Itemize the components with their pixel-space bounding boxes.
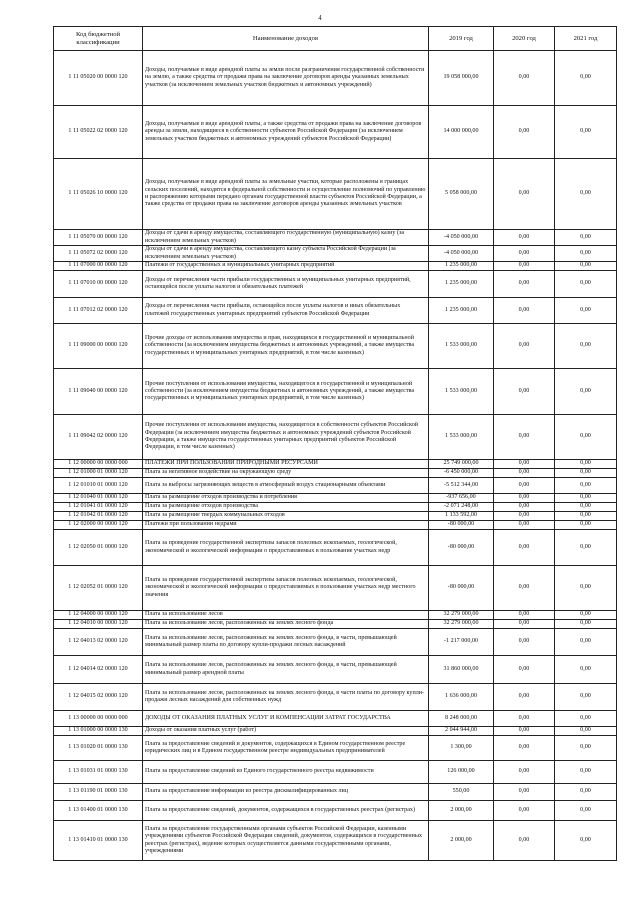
name-cell: Плата за выбросы загрязняющих веществ в атмосферный воздух стационарными объектами	[143, 478, 429, 494]
table-row	[54, 324, 617, 369]
revenue-table	[53, 26, 617, 861]
value-2020-cell: 0,00	[494, 469, 555, 478]
table-row	[54, 611, 617, 620]
value-2021-cell: 0,00	[555, 262, 617, 271]
code-cell: 1 13 01400 01 0000 130	[54, 801, 143, 821]
code-cell: 1 11 05070 00 0000 120	[54, 230, 143, 246]
table-row	[54, 494, 617, 503]
value-2019-cell: 2 000,00	[429, 801, 494, 821]
code-cell: 1 12 04014 02 0000 120	[54, 656, 143, 684]
value-2020-cell: 0,00	[494, 369, 555, 415]
value-2019-cell: 1 533 000,00	[429, 369, 494, 415]
header-2021: 2021 год	[555, 27, 617, 51]
value-2019-cell: -80 000,00	[429, 530, 494, 566]
value-2021-cell: 0,00	[555, 784, 617, 801]
value-2021-cell: 0,00	[555, 801, 617, 821]
name-cell: ДОХОДЫ ОТ ОКАЗАНИЯ ПЛАТНЫХ УСЛУГ И КОМПЕНСАЦИИ ЗАТРАТ ГОСУДАРСТВА	[143, 711, 429, 727]
value-2020-cell: 0,00	[494, 230, 555, 246]
value-2020-cell: 0,00	[494, 656, 555, 684]
value-2019-cell: -6 450 000,00	[429, 469, 494, 478]
value-2019-cell: -80 000,00	[429, 521, 494, 530]
name-cell: Платежи при пользовании недрами	[143, 521, 429, 530]
table-row	[54, 801, 617, 821]
code-cell: 1 11 09040 00 0000 120	[54, 369, 143, 415]
name-cell: Доходы от сдачи в аренду имущества, составляющего государственную (муниципальную) казну (за исключением земельных участков)	[143, 230, 429, 246]
name-cell: Доходы, получаемые в виде арендной платы, а также средства от продажи права на заключение договоров аренды за земли, находящиеся в собственности субъектов Российской Федерации (за исключением земельных участков бюджетных и автономных учреждений субъектов Российской Федерации)	[143, 106, 429, 159]
value-2020-cell: 0,00	[494, 478, 555, 494]
code-cell: 1 13 01000 00 0000 130	[54, 727, 143, 736]
table-row	[54, 512, 617, 521]
table-row	[54, 736, 617, 761]
value-2020-cell: 0,00	[494, 566, 555, 611]
name-cell: Плата за проведение государственной экспертизы запасов полезных ископаемых, геологической, экономической и экологической информации о предоставляемых в пользование участках недр местного значения	[143, 566, 429, 611]
table-row	[54, 684, 617, 711]
name-cell: Доходы от оказания платных услуг (работ)	[143, 727, 429, 736]
name-cell: Плата за размещение твердых коммунальных отходов	[143, 512, 429, 521]
value-2019-cell: -4 050 000,00	[429, 230, 494, 246]
value-2020-cell: 0,00	[494, 512, 555, 521]
value-2019-cell: -4 050 000,00	[429, 246, 494, 262]
value-2019-cell: 550,00	[429, 784, 494, 801]
value-2021-cell: 0,00	[555, 629, 617, 656]
value-2020-cell: 0,00	[494, 415, 555, 460]
value-2021-cell: 0,00	[555, 106, 617, 159]
name-cell: Прочие доходы от использования имущества и прав, находящихся в государственной и муниципальной собственности (за исключением имущества бюджетных и автономных учреждений, а также имущества государственных и муниципальных унитарных предприятий, в том числе казенных)	[143, 324, 429, 369]
table-row	[54, 656, 617, 684]
value-2021-cell: 0,00	[555, 711, 617, 727]
name-cell: Плата за предоставление сведений, документов, содержащихся в государственных реестрах (регистрах)	[143, 801, 429, 821]
code-cell: 1 12 02050 01 0000 120	[54, 530, 143, 566]
code-cell: 1 12 04013 02 0000 120	[54, 629, 143, 656]
code-cell: 1 12 01041 01 0000 120	[54, 503, 143, 512]
value-2020-cell: 0,00	[494, 521, 555, 530]
name-cell: ПЛАТЕЖИ ПРИ ПОЛЬЗОВАНИИ ПРИРОДНЫМИ РЕСУРСАМИ	[143, 460, 429, 469]
name-cell: Плата за предоставление сведений и документов, содержащихся в Едином государственном реестре юридических лиц и в Едином государственном реестре индивидуальных предпринимателей	[143, 736, 429, 761]
value-2019-cell: 31 860 000,00	[429, 656, 494, 684]
name-cell: Плата за использование лесов, расположенных на землях лесного фонда	[143, 620, 429, 629]
value-2019-cell: 1 133 592,00	[429, 512, 494, 521]
value-2021-cell: 0,00	[555, 821, 617, 861]
code-cell: 1 12 01010 01 0000 120	[54, 478, 143, 494]
table-row	[54, 620, 617, 629]
name-cell: Плата за негативное воздействие на окружающую среду	[143, 469, 429, 478]
value-2019-cell: 1 300,00	[429, 736, 494, 761]
value-2021-cell: 0,00	[555, 298, 617, 324]
value-2021-cell: 0,00	[555, 530, 617, 566]
value-2020-cell: 0,00	[494, 736, 555, 761]
value-2021-cell: 0,00	[555, 611, 617, 620]
table-row	[54, 298, 617, 324]
code-cell: 1 12 01040 01 0000 120	[54, 494, 143, 503]
name-cell: Плата за проведение государственной экспертизы запасов полезных ископаемых, геологической, экономической и экологической информации о предоставляемых в пользование участках недр	[143, 530, 429, 566]
table-row	[54, 460, 617, 469]
value-2020-cell: 0,00	[494, 298, 555, 324]
table-row	[54, 503, 617, 512]
header-2019: 2019 год	[429, 27, 494, 51]
code-cell: 1 11 05022 02 0000 120	[54, 106, 143, 159]
value-2020-cell: 0,00	[494, 711, 555, 727]
code-cell: 1 12 01042 01 0000 120	[54, 512, 143, 521]
table-row	[54, 566, 617, 611]
code-cell: 1 13 01190 01 0000 130	[54, 784, 143, 801]
name-cell: Плата за использование лесов, расположенных на землях лесного фонда, в части, превышающей минимальный размер арендной платы	[143, 656, 429, 684]
value-2021-cell: 0,00	[555, 512, 617, 521]
table-header-row	[54, 27, 617, 51]
value-2019-cell: 8 248 000,00	[429, 711, 494, 727]
value-2021-cell: 0,00	[555, 521, 617, 530]
value-2019-cell: 1 533 000,00	[429, 324, 494, 369]
header-code: Код бюджетной классификации	[54, 27, 143, 51]
table-row	[54, 521, 617, 530]
table-row	[54, 246, 617, 262]
value-2020-cell: 0,00	[494, 271, 555, 298]
value-2021-cell: 0,00	[555, 324, 617, 369]
code-cell: 1 13 00000 00 0000 000	[54, 711, 143, 727]
value-2021-cell: 0,00	[555, 566, 617, 611]
value-2020-cell: 0,00	[494, 821, 555, 861]
name-cell: Плата за размещение отходов производства	[143, 503, 429, 512]
table-row	[54, 415, 617, 460]
value-2019-cell: 126 000,00	[429, 761, 494, 784]
code-cell: 1 11 05026 10 0000 120	[54, 159, 143, 230]
table-row	[54, 106, 617, 159]
code-cell: 1 12 02052 01 0000 120	[54, 566, 143, 611]
name-cell: Плата за использование лесов, расположенных на землях лесного фонда, в части платы по договору купли-продажи лесных насаждений для собственных нужд	[143, 684, 429, 711]
code-cell: 1 11 09000 00 0000 120	[54, 324, 143, 369]
code-cell: 1 11 07000 00 0000 120	[54, 262, 143, 271]
table-row	[54, 469, 617, 478]
name-cell: Плата за размещение отходов производства и потребления	[143, 494, 429, 503]
code-cell: 1 12 04010 00 0000 120	[54, 620, 143, 629]
name-cell: Плата за предоставление государственными органами субъектов Российской Федерации, казенными учреждениями субъектов Российской Федерации сведений, документов, содержащихся в государственных реестрах (регистрах), ведение которых осуществляется данными государственными органами, учреждениями	[143, 821, 429, 861]
value-2021-cell: 0,00	[555, 494, 617, 503]
value-2019-cell: 2 000,00	[429, 821, 494, 861]
table-row	[54, 159, 617, 230]
code-cell: 1 11 05072 02 0000 120	[54, 246, 143, 262]
table-row	[54, 271, 617, 298]
value-2019-cell: -2 071 248,00	[429, 503, 494, 512]
table-row	[54, 761, 617, 784]
name-cell: Плата за использование лесов, расположенных на землях лесного фонда, в части, превышающей минимальный размер платы по договору купли-продажи лесных насаждений	[143, 629, 429, 656]
value-2019-cell: -80 000,00	[429, 566, 494, 611]
name-cell: Доходы, получаемые в виде арендной платы за земли после разграничения государственной собственности на землю, а также средства от продажи права на заключение договоров аренды указанных земельных участков (за исключением земельных участков бюджетных и автономных учреждений)	[143, 51, 429, 106]
value-2019-cell: 1 636 000,00	[429, 684, 494, 711]
table-row	[54, 784, 617, 801]
value-2021-cell: 0,00	[555, 478, 617, 494]
value-2019-cell: 1 235 000,00	[429, 262, 494, 271]
value-2020-cell: 0,00	[494, 684, 555, 711]
value-2019-cell: -5 512 344,00	[429, 478, 494, 494]
code-cell: 1 13 01020 01 0000 130	[54, 736, 143, 761]
value-2019-cell: 1 235 000,00	[429, 271, 494, 298]
code-cell: 1 13 01410 01 0000 130	[54, 821, 143, 861]
value-2021-cell: 0,00	[555, 369, 617, 415]
value-2020-cell: 0,00	[494, 159, 555, 230]
value-2020-cell: 0,00	[494, 262, 555, 271]
value-2020-cell: 0,00	[494, 324, 555, 369]
value-2021-cell: 0,00	[555, 469, 617, 478]
table-row	[54, 230, 617, 246]
name-cell: Доходы от сдачи в аренду имущества, составляющего казну субъекта Российской Федерации (за исключением земельных участков)	[143, 246, 429, 262]
table-row	[54, 711, 617, 727]
value-2021-cell: 0,00	[555, 415, 617, 460]
value-2020-cell: 0,00	[494, 494, 555, 503]
name-cell: Доходы, получаемые в виде арендной платы за земельные участки, которые расположены в границах сельских поселений, находятся в федеральной собственности и осуществление полномочий по управлению и распоряжению которыми передано органам государственной власти субъектов Российской Федерации, а также средства от продажи права на заключение договоров аренды указанных земельных участков	[143, 159, 429, 230]
value-2019-cell: 1 533 000,00	[429, 415, 494, 460]
code-cell: 1 11 05020 00 0000 120	[54, 51, 143, 106]
value-2020-cell: 0,00	[494, 727, 555, 736]
table-row	[54, 478, 617, 494]
value-2021-cell: 0,00	[555, 230, 617, 246]
value-2019-cell: 2 044 944,00	[429, 727, 494, 736]
value-2020-cell: 0,00	[494, 801, 555, 821]
name-cell: Доходы от перечисления части прибыли государственных и муниципальных унитарных предприятий, остающейся после уплаты налогов и обязательных платежей	[143, 271, 429, 298]
code-cell: 1 12 00000 00 0000 000	[54, 460, 143, 469]
value-2020-cell: 0,00	[494, 761, 555, 784]
value-2020-cell: 0,00	[494, 246, 555, 262]
value-2019-cell: 32 279 000,00	[429, 611, 494, 620]
value-2021-cell: 0,00	[555, 503, 617, 512]
code-cell: 1 12 02000 00 0000 120	[54, 521, 143, 530]
page-number: 4	[318, 14, 322, 22]
value-2021-cell: 0,00	[555, 620, 617, 629]
code-cell: 1 11 09042 02 0000 120	[54, 415, 143, 460]
value-2020-cell: 0,00	[494, 530, 555, 566]
value-2019-cell: -937 656,00	[429, 494, 494, 503]
value-2021-cell: 0,00	[555, 684, 617, 711]
value-2021-cell: 0,00	[555, 761, 617, 784]
value-2021-cell: 0,00	[555, 51, 617, 106]
value-2021-cell: 0,00	[555, 736, 617, 761]
code-cell: 1 12 01000 01 0000 120	[54, 469, 143, 478]
value-2021-cell: 0,00	[555, 460, 617, 469]
value-2021-cell: 0,00	[555, 159, 617, 230]
table-row	[54, 629, 617, 656]
name-cell: Плата за предоставление сведений из Единого государственного реестра недвижимости	[143, 761, 429, 784]
code-cell: 1 11 07010 00 0000 120	[54, 271, 143, 298]
value-2020-cell: 0,00	[494, 503, 555, 512]
header-name: Наименование доходов	[143, 27, 429, 51]
code-cell: 1 12 04000 00 0000 120	[54, 611, 143, 620]
value-2019-cell: 19 058 000,00	[429, 51, 494, 106]
name-cell: Доходы от перечисления части прибыли, остающейся после уплаты налогов и иных обязательных платежей государственных унитарных предприятий субъектов Российской Федерации	[143, 298, 429, 324]
name-cell: Прочие поступления от использования имущества, находящегося в государственной и муниципальной собственности (за исключением имущества бюджетных и автономных учреждений, а также имущества государственных и муниципальных унитарных предприятий, в том числе казенных)	[143, 369, 429, 415]
code-cell: 1 13 01031 01 0000 130	[54, 761, 143, 784]
value-2020-cell: 0,00	[494, 629, 555, 656]
table-row	[54, 369, 617, 415]
value-2020-cell: 0,00	[494, 460, 555, 469]
value-2021-cell: 0,00	[555, 246, 617, 262]
value-2020-cell: 0,00	[494, 784, 555, 801]
table-row	[54, 262, 617, 271]
value-2019-cell: 1 235 000,00	[429, 298, 494, 324]
name-cell: Прочие поступления от использования имущества, находящегося в собственности субъектов Российской Федерации (за исключением имущества бюджетных и автономных учреждений субъектов Российской Федерации, а также имущества государственных унитарных предприятий субъектов Российской Федерации, в том числе казенных)	[143, 415, 429, 460]
table-body	[54, 51, 617, 861]
table-row	[54, 821, 617, 861]
value-2019-cell: 32 279 000,00	[429, 620, 494, 629]
value-2021-cell: 0,00	[555, 727, 617, 736]
code-cell: 1 12 04015 02 0000 120	[54, 684, 143, 711]
table-row	[54, 530, 617, 566]
value-2019-cell: 14 000 000,00	[429, 106, 494, 159]
name-cell: Плата за предоставление информации из реестра дисквалифицированных лиц	[143, 784, 429, 801]
table-row	[54, 727, 617, 736]
value-2020-cell: 0,00	[494, 106, 555, 159]
value-2020-cell: 0,00	[494, 620, 555, 629]
value-2020-cell: 0,00	[494, 611, 555, 620]
value-2021-cell: 0,00	[555, 271, 617, 298]
code-cell: 1 11 07012 02 0000 120	[54, 298, 143, 324]
value-2019-cell: 25 749 000,00	[429, 460, 494, 469]
name-cell: Платежи от государственных и муниципальных унитарных предприятий	[143, 262, 429, 271]
table-row	[54, 51, 617, 106]
value-2019-cell: -1 217 000,00	[429, 629, 494, 656]
value-2019-cell: 5 058 000,00	[429, 159, 494, 230]
value-2021-cell: 0,00	[555, 656, 617, 684]
name-cell: Плата за использование лесов	[143, 611, 429, 620]
value-2020-cell: 0,00	[494, 51, 555, 106]
header-2020: 2020 год	[494, 27, 555, 51]
